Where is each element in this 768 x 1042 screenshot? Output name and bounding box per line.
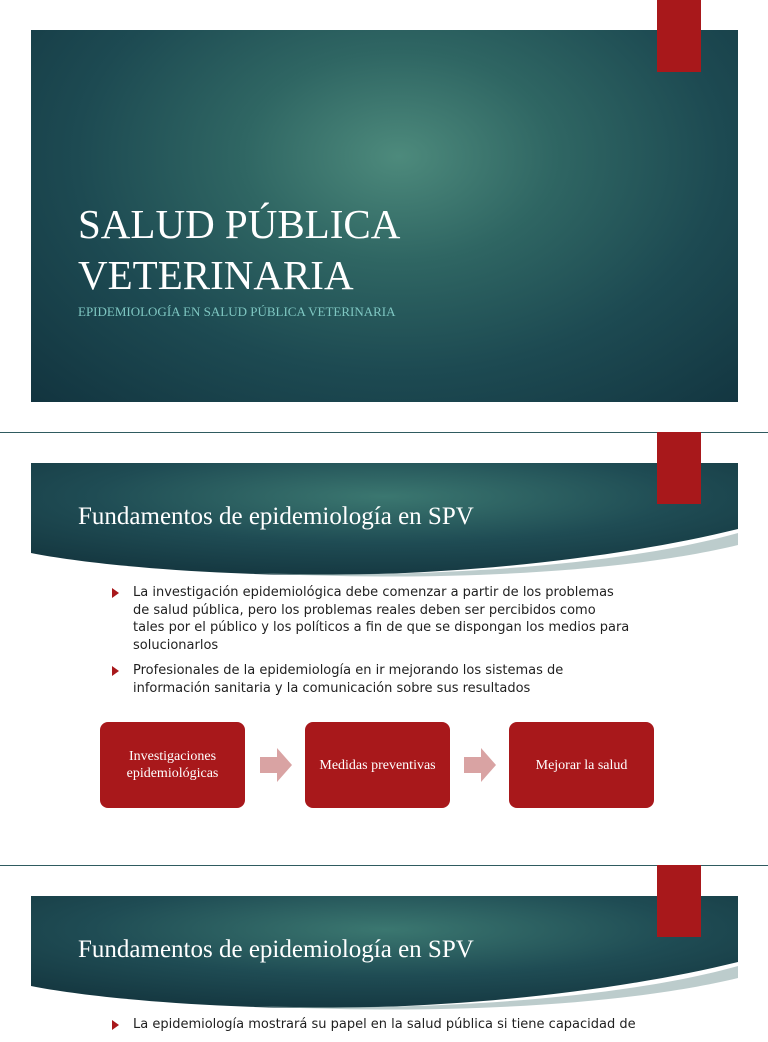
red-accent-tab xyxy=(657,432,701,504)
process-step-2 xyxy=(305,722,450,808)
right-arrow-icon xyxy=(260,748,292,782)
bullet-text: Profesionales de la epidemiología en ir mejorando los sistemas de información sanitaria y la comunicación sobre sus resultados xyxy=(133,663,564,696)
slide-divider xyxy=(0,432,768,433)
process-step-label: Mejorar la salud xyxy=(535,757,628,773)
process-step-1 xyxy=(100,722,245,808)
slide-3-bullet-list xyxy=(110,1016,670,1042)
process-step-label: Investigaciones epidemiológicas xyxy=(126,749,219,781)
bullet-arrow-icon xyxy=(112,1020,119,1030)
list-item xyxy=(110,584,630,654)
process-step-3 xyxy=(509,722,654,808)
main-title-line-1: SALUD PÚBLICA xyxy=(78,201,401,247)
slide-2-title: Fundamentos de epidemiología en SPV xyxy=(78,503,474,530)
list-item xyxy=(110,662,630,697)
main-title-line-2: VETERINARIA xyxy=(78,252,354,298)
slide-3-title: Fundamentos de epidemiología en SPV xyxy=(78,936,474,963)
bullet-text: La epidemiología mostrará su papel en la salud pública si tiene capacidad de xyxy=(133,1017,636,1032)
right-arrow-icon xyxy=(464,748,496,782)
red-accent-tab xyxy=(657,0,701,72)
list-item xyxy=(110,1016,670,1034)
bullet-text: La investigación epidemiológica debe comenzar a partir de los problemas de salud pública, pero los problemas reales deben ser percibidos como tales por el público y los políticos a fin de que se dispongan los medios para solucionarlos xyxy=(133,585,630,653)
main-title xyxy=(78,199,638,301)
process-step-label: Medidas preventivas xyxy=(319,757,436,773)
main-subtitle: EPIDEMIOLOGÍA EN SALUD PÚBLICA VETERINARIA xyxy=(78,304,396,319)
red-accent-tab xyxy=(657,865,701,937)
slide-2-bullet-list xyxy=(110,584,630,705)
bullet-arrow-icon xyxy=(112,588,119,598)
bullet-arrow-icon xyxy=(112,666,119,676)
slide-divider xyxy=(0,865,768,866)
